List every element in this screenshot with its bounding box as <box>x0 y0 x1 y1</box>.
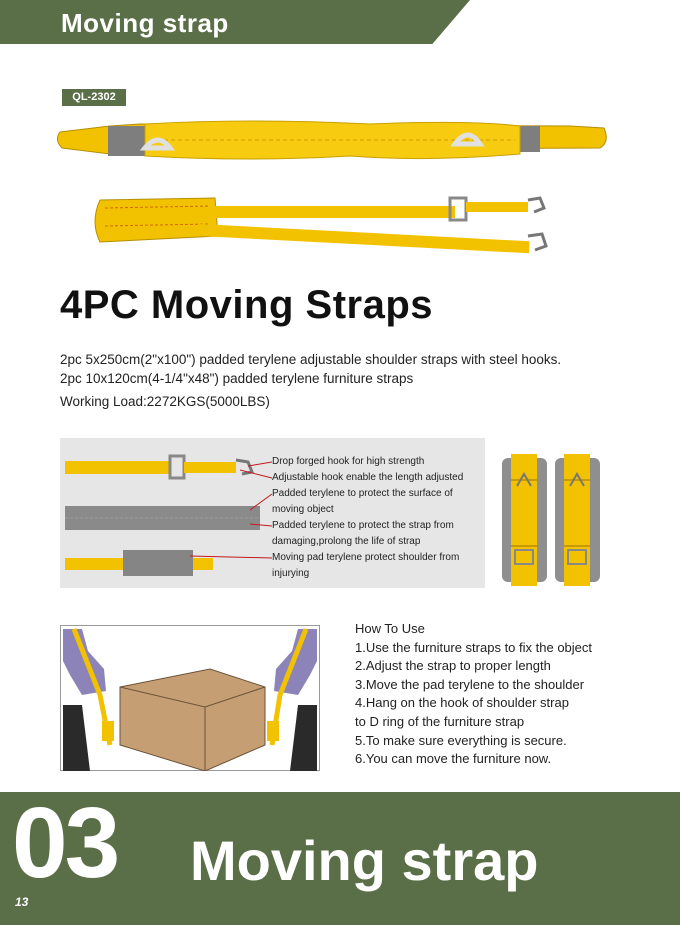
page-number: 13 <box>15 895 29 909</box>
how-to-step-4-cont: to D ring of the furniture strap <box>355 713 525 729</box>
strap-features-diagram <box>60 438 485 588</box>
how-to-step-3: 3.Move the pad terylene to the shoulder <box>355 676 585 692</box>
how-to-step-1: 1.Use the furniture straps to fix the object <box>355 639 593 655</box>
how-to-title: How To Use <box>355 621 425 636</box>
section-title: Moving strap <box>190 829 539 892</box>
how-to-step-5: 5.To make sure everything is secure. <box>355 732 567 748</box>
strap-set-photo <box>50 118 620 278</box>
how-to-use <box>355 620 592 769</box>
callout-moving-pad: Moving pad terylene protect shoulder from injurying <box>272 552 460 579</box>
callout-padded-strap: Padded terylene to protect the strap from damaging,prolong the life of strap <box>272 520 454 547</box>
spec-line-2: 2pc 10x120cm(4-1/4"x48") padded terylene furniture straps <box>60 371 414 386</box>
moving-furniture-illustration <box>60 625 320 771</box>
header-title: Moving strap <box>61 8 229 38</box>
spec-line-1: 2pc 5x250cm(2"x100") padded terylene adjustable shoulder straps with steel hooks. <box>60 352 562 367</box>
product-heading: 4PC Moving Straps <box>60 283 434 327</box>
model-badge: QL-2302 <box>62 89 126 106</box>
how-to-step-6: 6.You can move the furniture now. <box>355 751 552 767</box>
section-number: 03 <box>12 787 118 899</box>
spec-working-load: Working Load:2272KGS(5000LBS) <box>60 394 270 409</box>
callout-adjustable-hook: Adjustable hook enable the length adjusted <box>272 472 464 483</box>
callout-drop-forged-hook: Drop forged hook for high strength <box>272 456 425 467</box>
packaged-straps-photo <box>497 450 607 590</box>
how-to-step-2: 2.Adjust the strap to proper length <box>355 658 551 674</box>
callout-padded-surface: Padded terylene to protect the surface of moving object <box>272 488 453 515</box>
how-to-step-4: 4.Hang on the hook of shoulder strap <box>355 695 569 711</box>
